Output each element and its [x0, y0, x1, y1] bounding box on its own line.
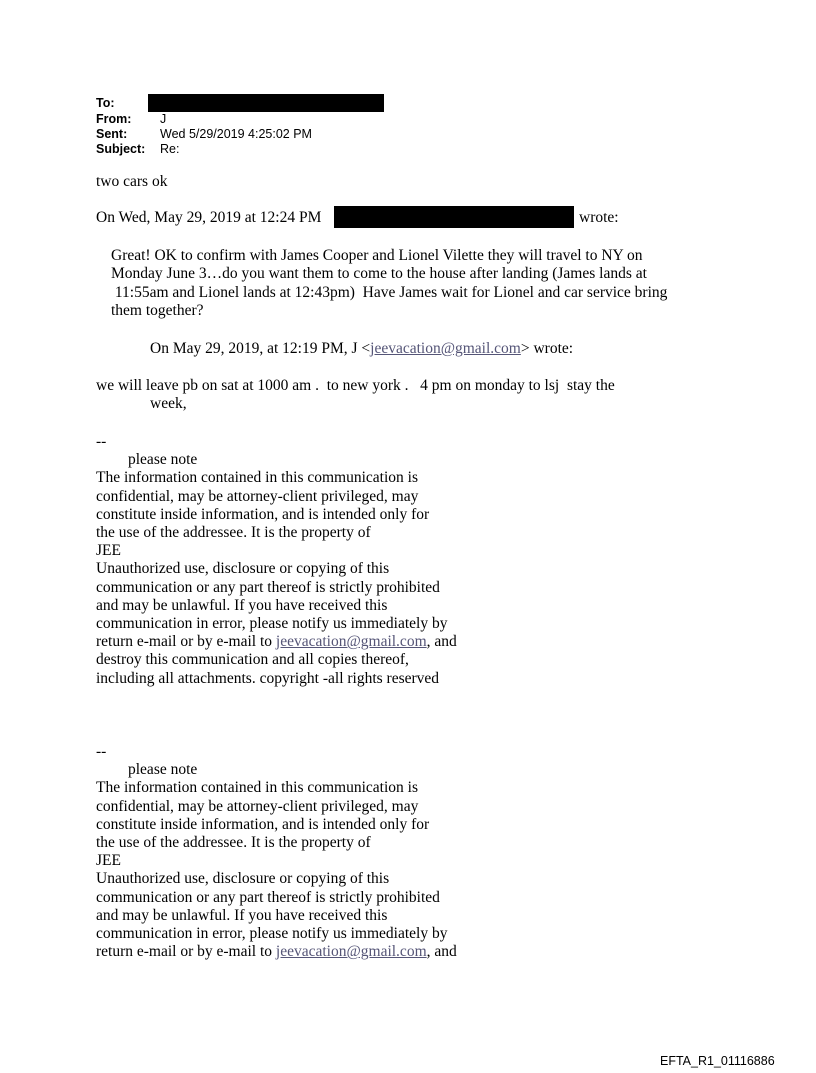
signature-email-line	[96, 633, 476, 651]
signature-line: communication or any part thereof is strictly prohibited	[96, 888, 440, 906]
quote2-email-link[interactable]: jeevacation@gmail.com	[370, 340, 521, 357]
signature-email-link[interactable]: jeevacation@gmail.com	[275, 633, 427, 651]
subject-value: Re:	[160, 142, 180, 156]
signature-line: JEE	[96, 542, 121, 560]
signature-line: constitute inside information, and is intended only for	[96, 815, 430, 833]
signature-line: and may be unlawful. If you have received this	[96, 906, 388, 924]
subject-label: Subject:	[96, 142, 146, 156]
document-id: EFTA_R1_01116886	[660, 1054, 775, 1068]
signature-line: the use of the addressee. It is the property of	[96, 524, 371, 542]
redaction-bar	[334, 206, 574, 228]
signature-line: confidential, may be attorney-client privileged, may	[96, 797, 419, 815]
quote2-prefix: On May 29, 2019, at 12:19 PM, J <	[150, 340, 371, 357]
signature-line: Unauthorized use, disclosure or copying of this	[96, 870, 390, 888]
please-note: please note	[128, 451, 198, 469]
quote1-suffix: wrote:	[579, 209, 619, 226]
signature-email-link[interactable]: jeevacation@gmail.com	[275, 943, 427, 961]
signature-line: and may be unlawful. If you have received this	[96, 596, 388, 614]
signature-line: confidential, may be attorney-client privileged, may	[96, 487, 419, 505]
signature-email-line	[96, 943, 476, 961]
quoted-line: Monday June 3…do you want them to come to the house after landing (James lands at	[111, 265, 647, 282]
signature-line: communication or any part thereof is strictly prohibited	[96, 578, 440, 596]
signature-line: The information contained in this communication is	[96, 779, 418, 797]
signature-dashes: --	[96, 433, 107, 450]
sent-value: Wed 5/29/2019 4:25:02 PM	[160, 127, 312, 141]
signature-line: Unauthorized use, disclosure or copying of this	[96, 560, 390, 578]
signature-line: including all attachments. copyright -all rights reserved	[96, 669, 440, 687]
quote2-header	[150, 340, 573, 358]
quote2-suffix: > wrote:	[520, 340, 574, 357]
quoted-line: them together?	[111, 302, 204, 319]
nested-line: week,	[150, 395, 187, 412]
signature-dashes: --	[96, 743, 107, 760]
return-suffix: , and	[426, 943, 457, 961]
from-value: J	[160, 112, 167, 126]
signature-line: The information contained in this communication is	[96, 469, 418, 487]
signature-line: destroy this communication and all copies thereof,	[96, 651, 409, 669]
quoted-line: 11:55am and Lionel lands at 12:43pm) Have James wait for Lionel and car service bring	[111, 284, 668, 301]
signature-line: JEE	[96, 852, 121, 870]
reply-text: two cars ok	[96, 173, 168, 190]
please-note: please note	[128, 761, 198, 779]
signature-block	[96, 743, 476, 961]
quoted-line: Great! OK to confirm with James Cooper and Lionel Vilette they will travel to NY on	[111, 247, 643, 264]
nested-line: we will leave pb on sat at 1000 am . to new york . 4 pm on monday to lsj stay the	[96, 377, 615, 394]
signature-line: communication in error, please notify us immediately by	[96, 615, 448, 633]
return-prefix: return e-mail or by e-mail to	[96, 943, 276, 961]
signature-line: the use of the addressee. It is the property of	[96, 834, 371, 852]
return-prefix: return e-mail or by e-mail to	[96, 633, 276, 651]
quote1-prefix: On Wed, May 29, 2019 at 12:24 PM	[96, 209, 322, 226]
from-label: From:	[96, 112, 132, 126]
signature-line: communication in error, please notify us immediately by	[96, 925, 448, 943]
signature-line: constitute inside information, and is intended only for	[96, 505, 430, 523]
signature-block	[96, 433, 476, 688]
to-label: To:	[96, 96, 115, 110]
redaction-bar	[148, 94, 384, 112]
sent-label: Sent:	[96, 127, 128, 141]
return-suffix: , and	[426, 633, 457, 651]
